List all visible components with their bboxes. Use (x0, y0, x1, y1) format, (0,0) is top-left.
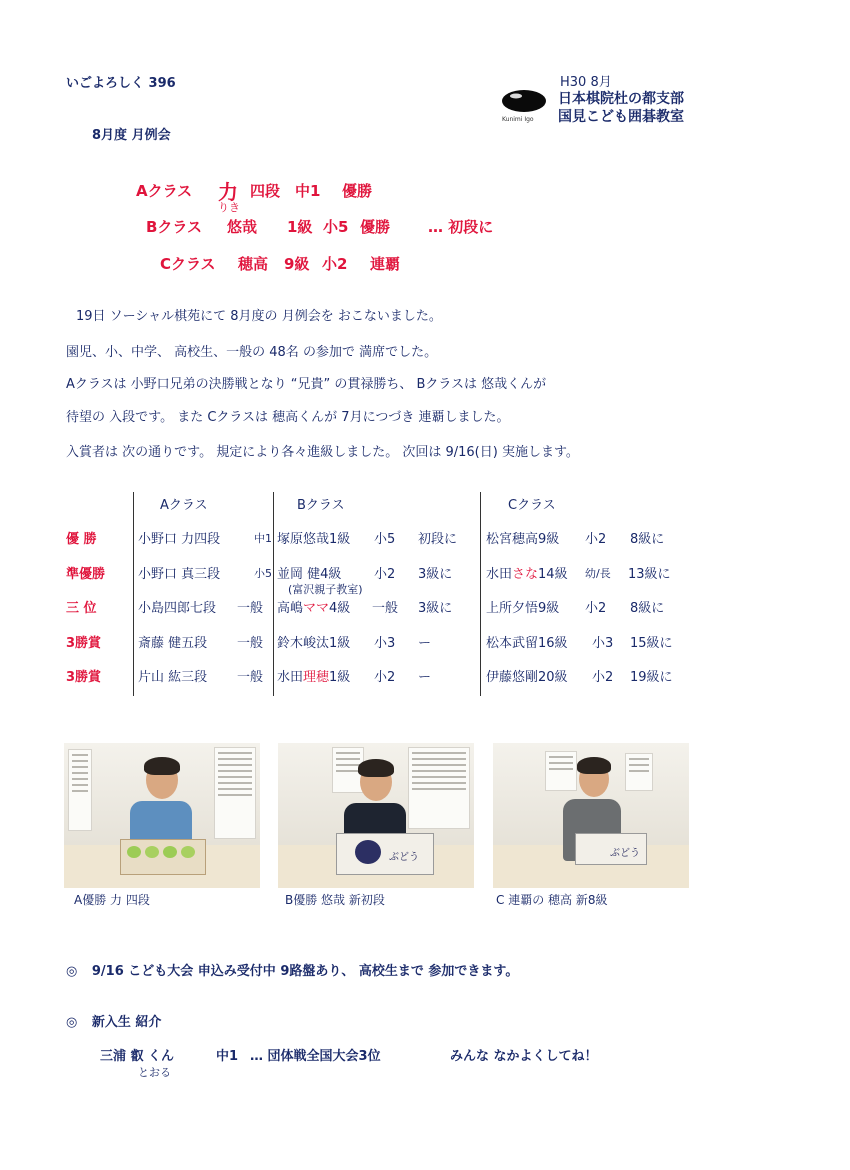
new-student-school: 中1 (216, 1049, 239, 1064)
summary-a-school: 中1 (295, 182, 321, 200)
c-runnerup-promotion: 13級に (628, 567, 671, 582)
new-student-name: 三浦 叡 くん (100, 1049, 175, 1064)
column-header-b: Bクラス (297, 498, 345, 513)
body-line: 19日 ソーシャル棋苑にて 8月度の 月例会を おこないました。 (76, 309, 442, 324)
summary-c-result: 連覇 (370, 255, 401, 273)
org-name-line1: 日本棋院杜の都支部 (558, 91, 684, 107)
summary-a-grade: 四段 (250, 182, 281, 200)
summary-b-ruby: りき (218, 201, 240, 214)
photo-c-caption: C 連覇の 穂高 新8級 (496, 893, 608, 907)
summary-b-school: 小5 (323, 218, 349, 236)
b-third-promotion: 3級に (418, 601, 453, 616)
summary-a-result: 優勝 (342, 182, 373, 200)
summary-a-name: 力 (218, 180, 238, 204)
b-3wins-school: 小3 (374, 636, 396, 651)
c-winner-name: 松宮穂高9級 (486, 532, 560, 547)
bullet-icon: ◎ (66, 1015, 78, 1030)
a-3wins-name: 斎藤 健五段 (138, 636, 208, 651)
photo-a-winner (64, 743, 260, 888)
a-winner-school: 中1 (254, 532, 272, 545)
c-3wins-school: 小3 (592, 636, 614, 651)
body-line: 園児、小、中学、 高校生、一般の 48名 の参加で 満席でした。 (66, 345, 438, 360)
summary-a-class: Aクラス (136, 182, 193, 200)
row-label: 3勝賞 (66, 636, 102, 651)
b-3wins-name: 水田理穂1級 (277, 670, 351, 685)
c-runnerup-school: 幼/長 (585, 567, 611, 580)
a-runnerup-name: 小野口 真三段 (138, 567, 221, 582)
b-3wins-school: 小2 (374, 670, 396, 685)
summary-b-name: 悠哉 (227, 218, 258, 236)
b-winner-school: 小5 (374, 532, 396, 547)
b-3wins-name: 鈴木峻汰1級 (277, 636, 351, 651)
b-3wins-promotion: ー (418, 636, 432, 651)
body-line: 入賞者は 次の通りです。 規定により各々進級しました。 次回は 9/16(日) 実施します。 (66, 445, 579, 460)
issue-date: H30 8月 (560, 75, 612, 90)
body-line: Aクラスは 小野口兄弟の決勝戦となり “兄貴” の貫禄勝ち、 Bクラスは 悠哉くんが (66, 377, 547, 392)
b-runnerup-promotion: 3級に (418, 567, 453, 582)
bullet-icon: ◎ (66, 964, 78, 979)
a-winner-name: 小野口 力四段 (138, 532, 221, 547)
c-third-promotion: 8級に (630, 601, 665, 616)
a-3wins-school: 一般 (237, 670, 264, 685)
photo-b-winner (278, 743, 474, 888)
b-third-name: 高嶋ママ4級 (277, 601, 351, 616)
c-winner-promotion: 8級に (630, 532, 665, 547)
summary-b-grade: 1級 (287, 218, 313, 236)
box-label: ぶどう (610, 848, 640, 859)
row-label: 3勝賞 (66, 670, 102, 685)
announcement-new-student: ◎ 新入生 紹介 (66, 1015, 162, 1030)
c-3wins-name: 伊藤悠剛20級 (486, 670, 568, 685)
column-header-a: Aクラス (160, 498, 208, 513)
table-divider (133, 492, 134, 696)
logo-text: Kunimi Igo (502, 116, 534, 123)
announcement-tournament: ◎ 9/16 こども大会 申込み受付中 9路盤あり、 高校生まで 参加できます。 (66, 964, 519, 979)
section-heading: 8月度 月例会 (92, 128, 171, 143)
summary-b-result: 優勝 (360, 218, 391, 236)
row-label: 優 勝 (66, 532, 97, 547)
go-stone-logo-icon (500, 86, 548, 116)
b-runnerup-note: (富沢親子教室) (288, 583, 363, 596)
c-third-school: 小2 (585, 601, 607, 616)
b-runnerup-name: 並岡 健4級 (277, 567, 342, 582)
new-student-achievement: … 団体戦全国大会3位 (250, 1049, 381, 1064)
summary-b-class: Bクラス (146, 218, 202, 236)
c-3wins-school: 小2 (592, 670, 614, 685)
c-3wins-name: 松本武留16級 (486, 636, 568, 651)
summary-c-class: Cクラス (160, 255, 216, 273)
c-3wins-promotion: 19級に (630, 670, 673, 685)
body-line: 待望の 入段です。 また Cクラスは 穂高くんが 7月につづき 連覇しました。 (66, 410, 510, 425)
welcome-message: みんな なかよくしてね！ (450, 1049, 598, 1064)
photo-b-caption: B優勝 悠哉 新初段 (285, 893, 385, 907)
summary-c-name: 穂高 (238, 255, 269, 273)
photo-a-caption: A優勝 力 四段 (74, 893, 150, 907)
box-label: ぶどう (389, 852, 419, 863)
b-runnerup-school: 小2 (374, 567, 396, 582)
a-3wins-school: 一般 (237, 636, 264, 651)
c-winner-school: 小2 (585, 532, 607, 547)
c-3wins-promotion: 15級に (630, 636, 673, 651)
c-runnerup-name: 水田さな14級 (486, 567, 568, 582)
table-divider (480, 492, 481, 696)
b-3wins-promotion: ー (418, 670, 432, 685)
row-label: 三 位 (66, 601, 97, 616)
row-label: 準優勝 (66, 567, 106, 582)
column-header-c: Cクラス (508, 498, 556, 513)
summary-c-school: 小2 (322, 255, 348, 273)
newsletter-title: いごよろしく 396 (66, 76, 176, 91)
org-name-line2: 国見こども囲碁教室 (558, 109, 684, 125)
summary-b-extra: … 初段に (428, 218, 494, 236)
table-divider (273, 492, 274, 696)
summary-c-grade: 9級 (284, 255, 310, 273)
a-third-name: 小島四郎七段 (138, 601, 217, 616)
b-winner-promotion: 初段に (418, 532, 458, 547)
b-third-school: 一般 (372, 601, 399, 616)
photo-c-winner (493, 743, 689, 888)
a-3wins-name: 片山 紘三段 (138, 670, 208, 685)
b-winner-name: 塚原悠哉1級 (277, 532, 351, 547)
new-student-ruby: とおる (138, 1066, 171, 1079)
c-third-name: 上所夕悟9級 (486, 601, 560, 616)
a-runnerup-school: 小5 (254, 567, 272, 580)
a-third-school: 一般 (237, 601, 264, 616)
